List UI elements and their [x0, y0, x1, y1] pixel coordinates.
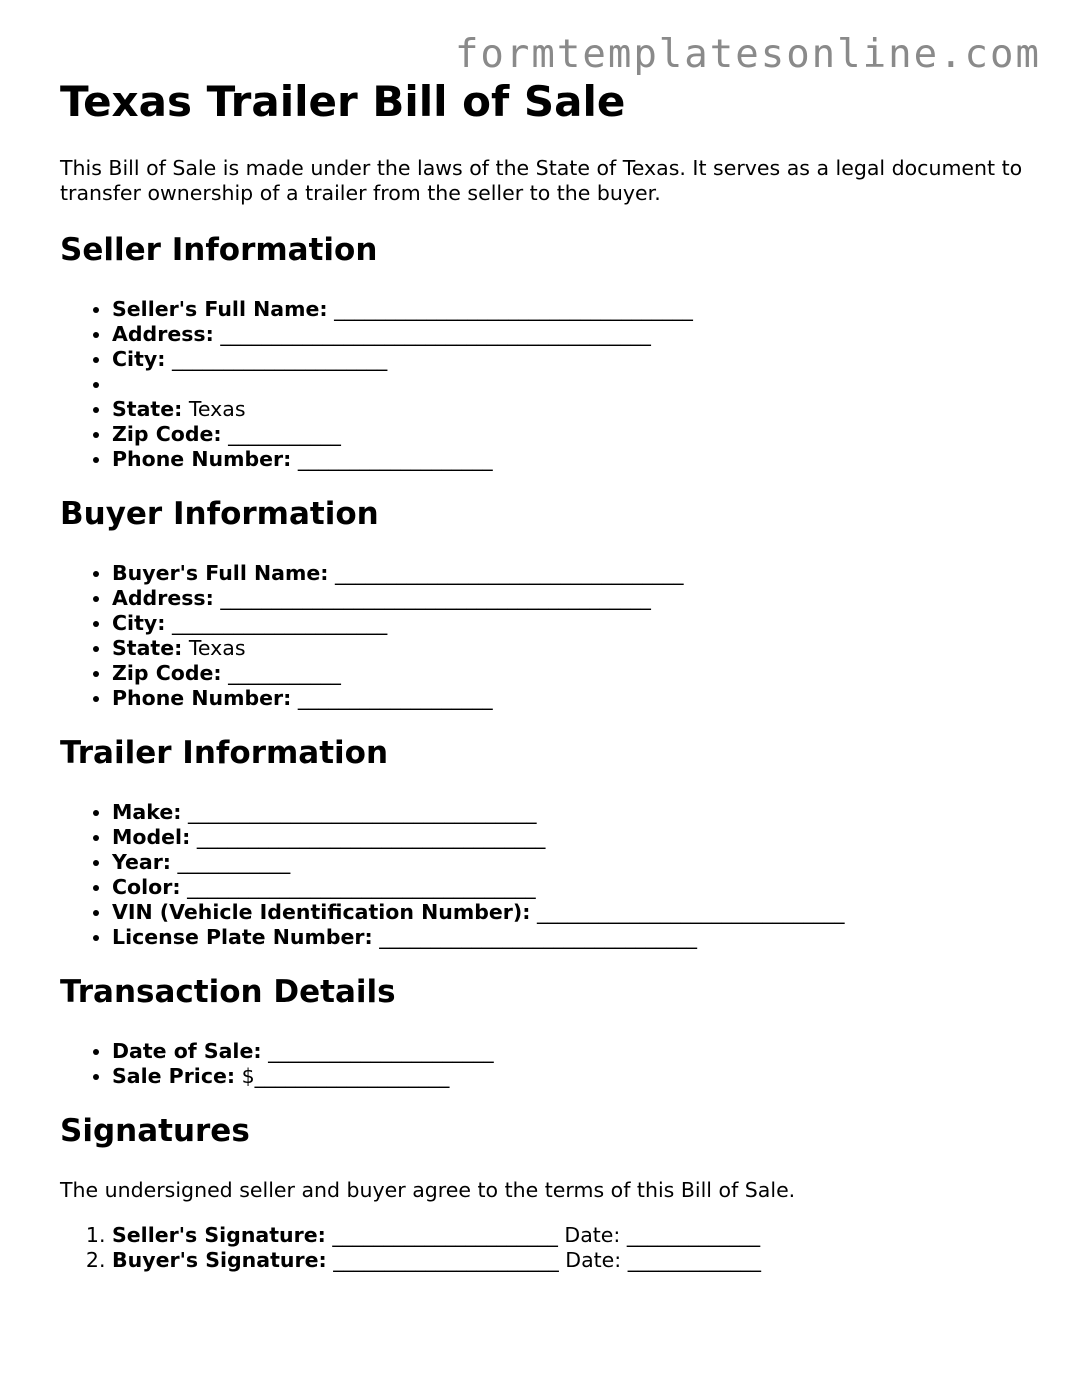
watermark-text: formtemplatesonline.com	[454, 32, 1041, 77]
trailer-color-item	[112, 875, 1040, 900]
seller-signature-field[interactable]: ______________________	[332, 1223, 558, 1247]
field-label: Make:	[112, 800, 182, 824]
trailer-model-item	[112, 825, 1040, 850]
sale-date-field[interactable]: ______________________	[268, 1039, 494, 1063]
field-label: Model:	[112, 825, 191, 849]
buyer-phone-item	[112, 686, 1040, 711]
field-label: Year:	[112, 850, 172, 874]
field-label: Zip Code:	[112, 661, 222, 685]
seller-city-field[interactable]: _____________________	[171, 347, 388, 371]
date-label: Date:	[565, 1248, 622, 1272]
page-title: Texas Trailer Bill of Sale	[60, 77, 626, 126]
trailer-vin-field[interactable]: ______________________________	[537, 900, 845, 924]
signatures-statement: The undersigned seller and buyer agree to the terms of this Bill of Sale.	[60, 1178, 796, 1202]
field-label: State:	[112, 397, 183, 421]
seller-heading: Seller Information	[60, 232, 378, 268]
transaction-list	[60, 1039, 1040, 1089]
field-label: Address:	[112, 586, 214, 610]
buyer-zip-item	[112, 661, 1040, 686]
date-label: Date:	[564, 1223, 621, 1247]
field-label: Date of Sale:	[112, 1039, 262, 1063]
buyer-heading: Buyer Information	[60, 496, 379, 532]
seller-state-value: Texas	[188, 397, 246, 421]
trailer-make-item	[112, 800, 1040, 825]
buyer-state-value: Texas	[188, 636, 246, 660]
trailer-plate-item	[112, 925, 1040, 950]
signatures-heading: Signatures	[60, 1113, 250, 1149]
field-label: License Plate Number:	[112, 925, 373, 949]
signatures-list	[60, 1223, 1040, 1273]
trailer-make-field[interactable]: __________________________________	[187, 800, 537, 824]
field-label: Address:	[112, 322, 214, 346]
buyer-address-item	[112, 586, 1040, 611]
buyer-address-field[interactable]: __________________________________________	[220, 586, 651, 610]
transaction-heading: Transaction Details	[60, 974, 396, 1010]
buyer-list	[60, 561, 1040, 711]
field-label: Seller's Full Name:	[112, 297, 328, 321]
buyer-zip-field[interactable]: ___________	[228, 661, 341, 685]
trailer-heading: Trailer Information	[60, 735, 389, 771]
buyer-full-name-field[interactable]: __________________________________	[334, 561, 684, 585]
field-label: Zip Code:	[112, 422, 222, 446]
seller-address-item	[112, 322, 1040, 347]
buyer-state-item	[112, 636, 1040, 661]
trailer-year-item	[112, 850, 1040, 875]
buyer-phone-field[interactable]: ___________________	[297, 686, 493, 710]
sale-price-field[interactable]: $___________________	[241, 1064, 450, 1088]
buyer-full-name-item	[112, 561, 1040, 586]
seller-state-item	[112, 397, 1040, 422]
trailer-model-field[interactable]: __________________________________	[196, 825, 546, 849]
document	[60, 0, 1040, 1273]
seller-zip-field[interactable]: ___________	[228, 422, 341, 446]
field-label: Phone Number:	[112, 447, 292, 471]
sale-price-item	[112, 1064, 1040, 1089]
field-label: Phone Number:	[112, 686, 292, 710]
seller-city-item	[112, 347, 1040, 372]
seller-phone-field[interactable]: ___________________	[297, 447, 493, 471]
trailer-list	[60, 800, 1040, 950]
buyer-date-field[interactable]: _____________	[627, 1248, 761, 1272]
buyer-signature-item	[112, 1248, 1040, 1273]
trailer-color-field[interactable]: __________________________________	[187, 875, 536, 899]
buyer-city-field[interactable]: _____________________	[171, 611, 388, 635]
seller-empty-item	[112, 372, 1040, 397]
seller-date-field[interactable]: _____________	[626, 1223, 761, 1247]
seller-full-name-item	[112, 297, 1040, 322]
field-label: Seller's Signature:	[112, 1223, 326, 1247]
trailer-plate-field[interactable]: _______________________________	[379, 925, 697, 949]
field-label: City:	[112, 611, 166, 635]
sale-date-item	[112, 1039, 1040, 1064]
seller-signature-item	[112, 1223, 1040, 1248]
intro-paragraph: This Bill of Sale is made under the laws of the State of Texas. It serves as a legal document to transfer ownership of a trailer from the seller to the buyer.	[60, 156, 1023, 205]
seller-phone-item	[112, 447, 1040, 472]
trailer-year-field[interactable]: ___________	[177, 850, 291, 874]
field-label: State:	[112, 636, 183, 660]
field-label: VIN (Vehicle Identification Number):	[112, 900, 531, 924]
field-label: City:	[112, 347, 166, 371]
seller-address-field[interactable]: __________________________________________	[220, 322, 651, 346]
buyer-city-item	[112, 611, 1040, 636]
seller-zip-item	[112, 422, 1040, 447]
seller-list	[60, 297, 1040, 472]
trailer-vin-item	[112, 900, 1040, 925]
field-label: Buyer's Full Name:	[112, 561, 329, 585]
field-label: Sale Price:	[112, 1064, 236, 1088]
field-label: Color:	[112, 875, 181, 899]
field-label: Buyer's Signature:	[112, 1248, 327, 1272]
buyer-signature-field[interactable]: ______________________	[333, 1248, 559, 1272]
seller-full-name-field[interactable]: ___________________________________	[334, 297, 693, 321]
